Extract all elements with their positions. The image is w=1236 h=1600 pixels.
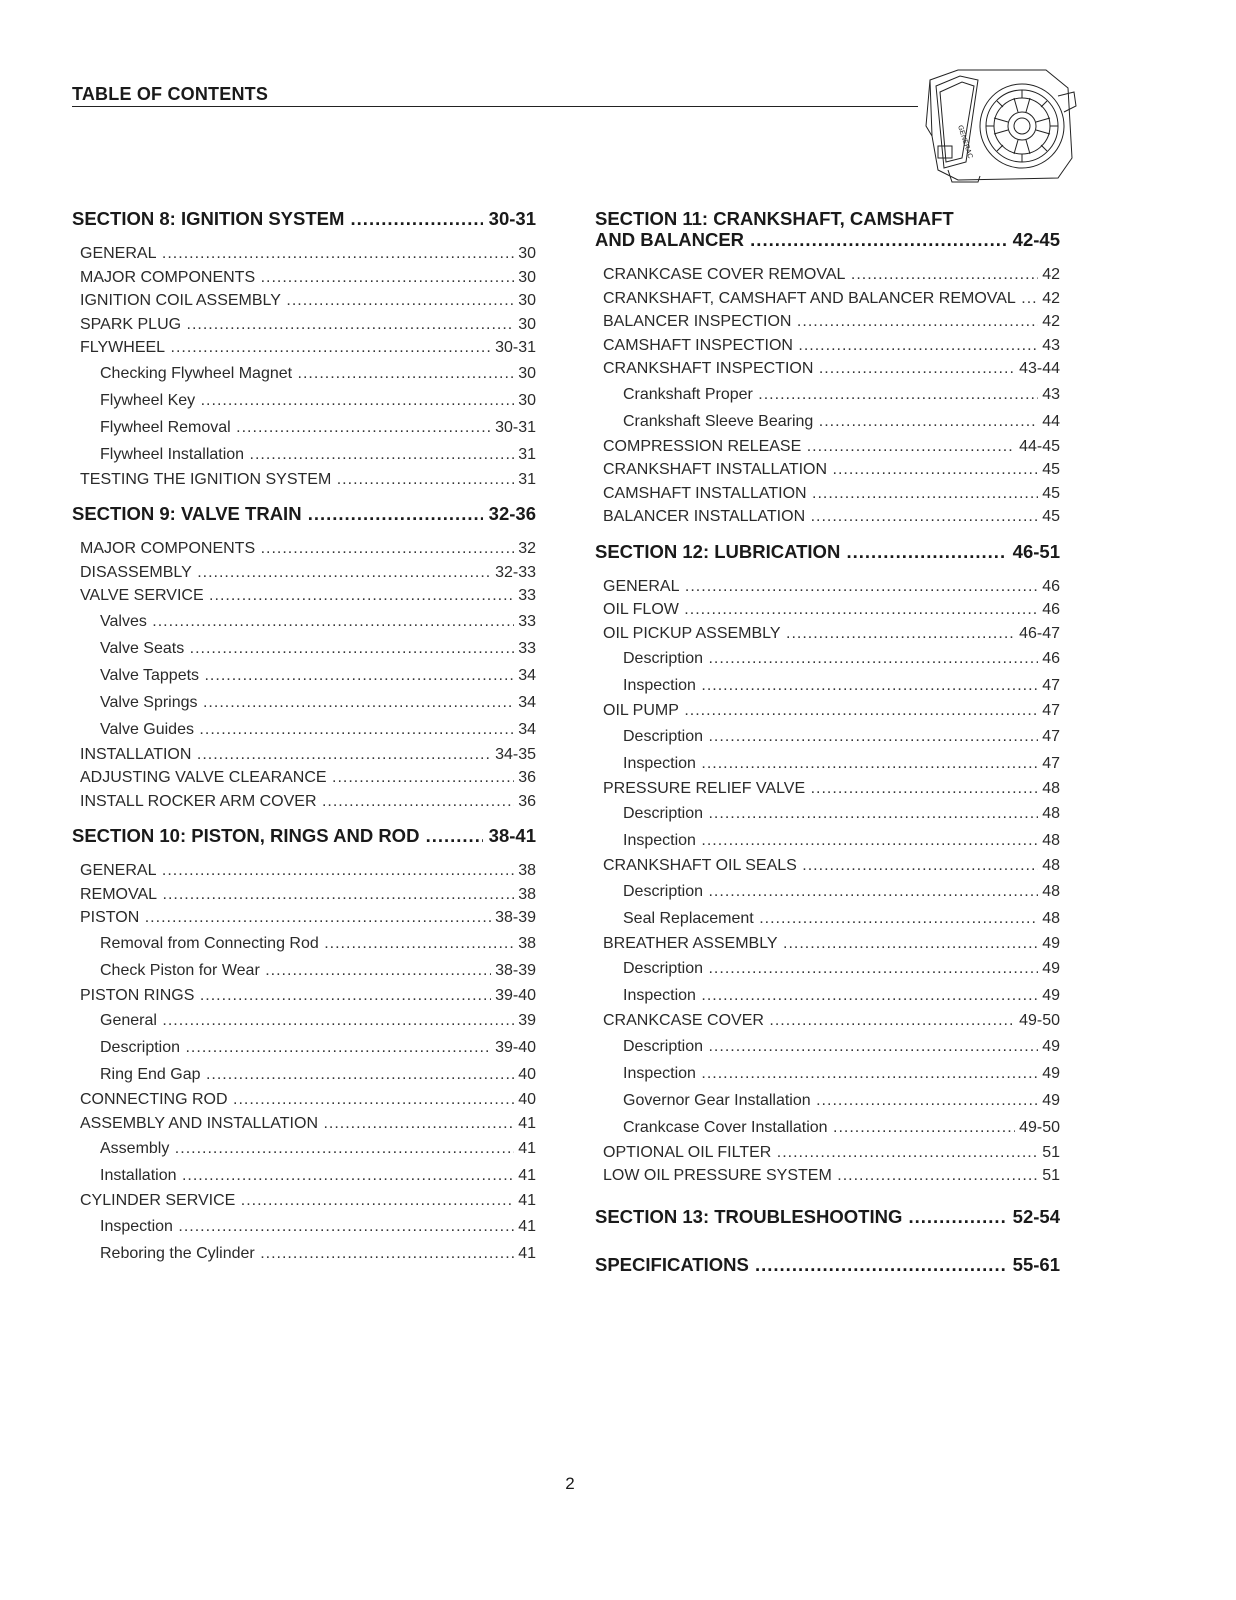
toc-entry[interactable]	[100, 387, 536, 414]
toc-entry[interactable]	[100, 441, 536, 468]
toc-entry[interactable]	[603, 357, 1060, 381]
toc-entry[interactable]	[603, 435, 1060, 459]
toc-entry-label: Description .....	[623, 800, 1038, 827]
toc-entry[interactable]	[80, 743, 536, 767]
toc-entry-label: LOW OIL PRESSURE SYSTEM .....	[603, 1164, 1038, 1188]
header-rule	[72, 106, 918, 107]
toc-entry-label: Inspection .....	[100, 1213, 514, 1240]
toc-entry-label: CAMSHAFT INSTALLATION .....	[603, 482, 1038, 506]
toc-entry[interactable]	[80, 859, 536, 883]
toc-entry-pages: 30	[518, 292, 536, 309]
toc-entry-pages: 30-31	[495, 418, 536, 436]
toc-entry-label: Valve Springs .....	[100, 689, 514, 716]
toc-entry-label: DISASSEMBLY .....	[80, 561, 491, 585]
toc-entry-label: Description .....	[623, 1033, 1038, 1060]
toc-entry-pages: 41	[518, 1167, 536, 1184]
toc-entry-label: GENERAL .....	[603, 575, 1038, 599]
toc-entry[interactable]	[80, 468, 536, 492]
toc-entry-label: REMOVAL .....	[80, 883, 514, 907]
section-title-line1[interactable]: SECTION 11: CRANKSHAFT, CAMSHAFT	[595, 208, 954, 229]
toc-entry[interactable]	[80, 313, 536, 337]
toc-entry[interactable]	[80, 1112, 536, 1136]
toc-entry-pages: 43	[1042, 385, 1060, 403]
toc-entry-label: General .....	[100, 1007, 514, 1034]
toc-entry-label: Flywheel Removal .....	[100, 414, 491, 441]
toc-entry[interactable]	[80, 906, 536, 930]
section-heading[interactable]	[595, 229, 1060, 250]
toc-entry-label: CONNECTING ROD .....	[80, 1088, 514, 1112]
toc-entry-label: CAMSHAFT INSPECTION .....	[603, 334, 1038, 358]
toc-entry[interactable]	[603, 482, 1060, 506]
toc-entry-label: GENERAL .....	[80, 859, 514, 883]
toc-entry[interactable]	[603, 622, 1060, 646]
toc-entry[interactable]	[603, 287, 1060, 311]
toc-entry-label: Check Piston for Wear .....	[100, 957, 491, 984]
toc-entry-label: Valves .....	[100, 608, 514, 635]
section-entries	[595, 263, 1060, 529]
section-heading[interactable]	[595, 1254, 1060, 1275]
toc-entry[interactable]	[623, 1114, 1060, 1141]
toc-header-title: TABLE OF CONTENTS	[72, 84, 269, 104]
section-entries	[72, 537, 536, 813]
section-pages: 46-51	[1012, 540, 1060, 562]
section-pages: 42-45	[1012, 229, 1060, 250]
toc-entry-pages: 49	[1042, 1064, 1060, 1082]
toc-entry[interactable]	[80, 584, 536, 608]
toc-entry[interactable]	[623, 672, 1060, 699]
toc-entry-pages: 42	[1042, 266, 1060, 283]
toc-entry[interactable]	[80, 561, 536, 585]
toc-entry-label: GENERAL .....	[80, 242, 514, 266]
toc-entry-pages: 46	[1042, 601, 1060, 618]
toc-entry[interactable]	[603, 777, 1060, 801]
section-title: SECTION 12: LUBRICATION .....	[595, 541, 1007, 562]
toc-entry-label: OIL PUMP .....	[603, 699, 1038, 723]
toc-entry-pages: 48	[1042, 909, 1060, 927]
toc-entry-pages: 49	[1042, 934, 1060, 952]
toc-entry-label: MAJOR COMPONENTS .....	[80, 266, 514, 290]
toc-entry[interactable]	[100, 1007, 536, 1034]
toc-entry[interactable]	[603, 310, 1060, 334]
toc-entry-pages: 38	[518, 862, 536, 879]
toc-entry[interactable]	[100, 635, 536, 662]
toc-entry[interactable]	[623, 800, 1060, 827]
toc-entry-label: BREATHER ASSEMBLY .....	[603, 932, 1038, 956]
toc-entry[interactable]	[603, 932, 1060, 956]
toc-entry-label: IGNITION COIL ASSEMBLY .....	[80, 289, 514, 313]
toc-entry-pages: 43-44	[1019, 360, 1060, 377]
toc-entry-pages: 47	[1042, 754, 1060, 772]
toc-entry[interactable]	[623, 381, 1060, 408]
toc-entry-pages: 42	[1042, 289, 1060, 307]
toc-entry[interactable]	[623, 955, 1060, 982]
toc-entry-label: CRANKSHAFT INSPECTION .....	[603, 357, 1015, 381]
toc-entry-pages: 41	[518, 1244, 536, 1262]
toc-entry-pages: 44	[1042, 412, 1060, 430]
toc-entry-label: Checking Flywheel Magnet .....	[100, 360, 514, 387]
section-pages: 55-61	[1012, 1253, 1060, 1275]
toc-entry-pages: 30	[518, 364, 536, 382]
toc-entry[interactable]	[80, 266, 536, 290]
toc-entry-pages: 38	[518, 885, 536, 903]
toc-entry[interactable]	[623, 408, 1060, 435]
toc-entry-label: CRANKSHAFT OIL SEALS .....	[603, 854, 1038, 878]
toc-entry[interactable]	[100, 716, 536, 743]
engine-illustration-icon	[918, 66, 1078, 186]
toc-entry-pages: 31	[518, 470, 536, 488]
toc-entry[interactable]	[100, 360, 536, 387]
toc-entry[interactable]	[623, 878, 1060, 905]
toc-entry[interactable]	[603, 505, 1060, 529]
section-heading[interactable]	[595, 541, 1060, 562]
toc-entry[interactable]	[80, 790, 536, 814]
toc-entry[interactable]	[80, 242, 536, 266]
toc-entry-label: Reboring the Cylinder .....	[100, 1240, 514, 1267]
toc-entry[interactable]	[100, 1135, 536, 1162]
section-heading[interactable]	[72, 208, 536, 229]
toc-entry-pages: 45	[1042, 484, 1060, 502]
toc-entry-label: ADJUSTING VALVE CLEARANCE .....	[80, 766, 514, 790]
toc-entry-label: CRANKSHAFT, CAMSHAFT AND BALANCER REMOVAL .....	[603, 287, 1038, 311]
toc-entry-label: ASSEMBLY AND INSTALLATION .....	[80, 1112, 514, 1136]
toc-entry-label: Description .....	[100, 1034, 491, 1061]
toc-entry[interactable]	[100, 957, 536, 984]
toc-entry-pages: 38	[518, 934, 536, 952]
toc-entry-label: Valve Tappets .....	[100, 662, 514, 689]
toc-entry-label: Description .....	[623, 723, 1038, 750]
toc-entry[interactable]	[603, 575, 1060, 599]
toc-entry-pages: 39-40	[495, 1039, 536, 1056]
toc-entry-pages: 34	[518, 693, 536, 711]
toc-entry-pages: 45	[1042, 461, 1060, 478]
toc-entry[interactable]	[100, 1240, 536, 1267]
toc-entry-label: Seal Replacement .....	[623, 905, 1038, 932]
toc-entry[interactable]	[100, 1061, 536, 1088]
toc-entry-pages: 34	[518, 666, 536, 684]
toc-entry-label: Description .....	[623, 645, 1038, 672]
toc-entry-label: Inspection .....	[623, 1060, 1038, 1087]
toc-entry[interactable]	[80, 1088, 536, 1112]
toc-entry[interactable]	[623, 723, 1060, 750]
toc-entry-label: Crankshaft Proper .....	[623, 381, 1038, 408]
toc-entry-label: Description .....	[623, 955, 1038, 982]
toc-entry-label: CRANKCASE COVER REMOVAL .....	[603, 263, 1038, 287]
toc-entry-pages: 30-31	[495, 339, 536, 356]
toc-entry-pages: 34-35	[495, 745, 536, 763]
toc-right-column	[595, 208, 1060, 1275]
toc-entry[interactable]	[623, 750, 1060, 777]
toc-entry-pages: 36	[518, 792, 536, 810]
toc-entry[interactable]	[100, 930, 536, 957]
toc-entry-label: OIL PICKUP ASSEMBLY .....	[603, 622, 1015, 646]
toc-entry-label: PRESSURE RELIEF VALVE .....	[603, 777, 1038, 801]
toc-entry-label: PISTON .....	[80, 906, 491, 930]
toc-entry[interactable]	[100, 1162, 536, 1189]
toc-entry-pages: 41	[518, 1140, 536, 1157]
toc-entry-pages: 31	[518, 445, 536, 463]
toc-entry-pages: 43	[1042, 336, 1060, 354]
section-heading[interactable]	[72, 503, 536, 524]
toc-entry-label: BALANCER INSPECTION .....	[603, 310, 1038, 334]
toc-entry[interactable]	[80, 537, 536, 561]
toc-entry-pages: 39-40	[495, 986, 536, 1004]
section-heading[interactable]	[72, 825, 536, 846]
toc-entry-pages: 47	[1042, 677, 1060, 694]
toc-entry[interactable]	[80, 883, 536, 907]
toc-entry[interactable]	[623, 1060, 1060, 1087]
toc-entry[interactable]	[100, 662, 536, 689]
toc-entry-label: SPARK PLUG .....	[80, 313, 514, 337]
toc-entry-label: Valve Seats .....	[100, 635, 514, 662]
toc-entry-pages: 49	[1042, 960, 1060, 977]
toc-entry[interactable]	[80, 766, 536, 790]
toc-entry[interactable]	[603, 458, 1060, 482]
toc-entry-pages: 48	[1042, 805, 1060, 822]
toc-entry-label: Installation .....	[100, 1162, 514, 1189]
section-title: SECTION 10: PISTON, RINGS AND ROD .....	[72, 825, 483, 846]
toc-entry[interactable]	[100, 689, 536, 716]
toc-entry[interactable]	[80, 289, 536, 313]
toc-entry-label: PISTON RINGS .....	[80, 984, 491, 1008]
toc-entry-pages: 40	[518, 1066, 536, 1083]
toc-entry-label: VALVE SERVICE .....	[80, 584, 514, 608]
toc-entry-pages: 33	[518, 587, 536, 604]
toc-entry-pages: 40	[518, 1091, 536, 1108]
section-heading[interactable]	[595, 1206, 1060, 1227]
toc-entry-pages: 30	[518, 268, 536, 286]
toc-entry-pages: 33	[518, 612, 536, 630]
toc-entry-pages: 34	[518, 720, 536, 738]
toc-entry-label: Flywheel Installation .....	[100, 441, 514, 468]
toc-entry-label: Assembly .....	[100, 1135, 514, 1162]
toc-entry[interactable]	[100, 414, 536, 441]
section-entries	[72, 242, 536, 491]
toc-entry[interactable]	[623, 1033, 1060, 1060]
toc-entry[interactable]	[623, 982, 1060, 1009]
toc-entry-pages: 49-50	[1019, 1118, 1060, 1136]
section-entries	[595, 575, 1060, 1188]
toc-entry-pages: 48	[1042, 857, 1060, 874]
section-title: SPECIFICATIONS .....	[595, 1254, 1007, 1275]
toc-entry-pages: 36	[518, 769, 536, 786]
toc-entry-label: Crankcase Cover Installation .....	[623, 1114, 1015, 1141]
toc-entry-label: CRANKCASE COVER .....	[603, 1009, 1015, 1033]
toc-entry[interactable]	[623, 645, 1060, 672]
toc-entry-pages: 30	[518, 391, 536, 409]
toc-entry-pages: 46-47	[1019, 624, 1060, 642]
toc-entry[interactable]	[603, 263, 1060, 287]
toc-entry-pages: 39	[518, 1012, 536, 1029]
page-number: 2	[565, 1474, 575, 1493]
toc-left-column	[72, 208, 536, 1267]
toc-entry-pages: 32-33	[495, 563, 536, 581]
section-pages: 30-31	[488, 208, 536, 229]
toc-entry-pages: 49	[1042, 1037, 1060, 1055]
toc-entry-pages: 47	[1042, 702, 1060, 719]
toc-entry-label: CRANKSHAFT INSTALLATION .....	[603, 458, 1038, 482]
toc-entry-label: Removal from Connecting Rod .....	[100, 930, 514, 957]
toc-entry[interactable]	[100, 1213, 536, 1240]
toc-entry-pages: 48	[1042, 882, 1060, 900]
toc-entry-label: Inspection .....	[623, 672, 1038, 699]
toc-entry-pages: 49-50	[1019, 1012, 1060, 1029]
toc-entry[interactable]	[623, 1087, 1060, 1114]
toc-entry-label: OPTIONAL OIL FILTER .....	[603, 1141, 1038, 1165]
toc-entry-pages: 46	[1042, 650, 1060, 667]
toc-entry-label: Description .....	[623, 878, 1038, 905]
toc-entry-label: TESTING THE IGNITION SYSTEM .....	[80, 468, 514, 492]
toc-entry-pages: 32	[518, 540, 536, 557]
toc-entry-pages: 46	[1042, 577, 1060, 595]
toc-entry-label: MAJOR COMPONENTS .....	[80, 537, 514, 561]
toc-entry[interactable]	[603, 1164, 1060, 1188]
toc-entry-pages: 41	[518, 1217, 536, 1235]
toc-entry-pages: 49	[1042, 987, 1060, 1004]
section-title: SECTION 8: IGNITION SYSTEM .....	[72, 208, 483, 229]
toc-entry[interactable]	[623, 905, 1060, 932]
toc-entry-pages: 42	[1042, 313, 1060, 330]
toc-entry-label: Valve Guides .....	[100, 716, 514, 743]
toc-entry-label: OIL FLOW .....	[603, 598, 1038, 622]
toc-entry[interactable]	[100, 1034, 536, 1061]
toc-entry-label: INSTALL ROCKER ARM COVER .....	[80, 790, 514, 814]
toc-entry-pages: 33	[518, 639, 536, 657]
section-title: SECTION 9: VALVE TRAIN .....	[72, 503, 483, 524]
toc-entry-pages: 38-39	[495, 961, 536, 979]
section-title: SECTION 13: TROUBLESHOOTING .....	[595, 1206, 1007, 1227]
toc-entry-label: Inspection .....	[623, 982, 1038, 1009]
toc-entry[interactable]	[603, 1141, 1060, 1165]
toc-entry[interactable]	[603, 334, 1060, 358]
toc-entry-pages: 30	[518, 315, 536, 333]
toc-entry-pages: 48	[1042, 779, 1060, 797]
toc-entry-label: Inspection .....	[623, 750, 1038, 777]
toc-entry-pages: 51	[1042, 1167, 1060, 1184]
toc-entry-pages: 47	[1042, 727, 1060, 745]
toc-entry[interactable]	[80, 984, 536, 1008]
toc-entry-label: FLYWHEEL .....	[80, 336, 491, 360]
toc-entry[interactable]	[603, 854, 1060, 878]
toc-entry-pages: 30	[518, 245, 536, 262]
section-pages: 52-54	[1012, 1205, 1060, 1227]
toc-entry-pages: 44-45	[1019, 437, 1060, 455]
engine-brand-label: GENERAC	[956, 124, 974, 160]
toc-entry-label: INSTALLATION .....	[80, 743, 491, 767]
toc-entry[interactable]	[623, 827, 1060, 854]
section-pages: 32-36	[488, 503, 536, 524]
toc-entry-label: Governor Gear Installation .....	[623, 1087, 1038, 1114]
toc-entry-pages: 49	[1042, 1091, 1060, 1109]
section-entries	[72, 859, 536, 1267]
toc-entry[interactable]	[603, 598, 1060, 622]
toc-entry-label: Ring End Gap .....	[100, 1061, 514, 1088]
toc-entry[interactable]	[80, 1189, 536, 1213]
toc-entry[interactable]	[603, 1009, 1060, 1033]
toc-entry-pages: 51	[1042, 1143, 1060, 1161]
toc-entry-label: Crankshaft Sleeve Bearing .....	[623, 408, 1038, 435]
toc-entry-label: CYLINDER SERVICE .....	[80, 1189, 514, 1213]
toc-entry-label: BALANCER INSTALLATION .....	[603, 505, 1038, 529]
toc-entry-label: Inspection .....	[623, 827, 1038, 854]
toc-entry-label: COMPRESSION RELEASE .....	[603, 435, 1015, 459]
toc-entry-pages: 45	[1042, 508, 1060, 525]
section-pages: 38-41	[488, 825, 536, 846]
toc-entry[interactable]	[100, 608, 536, 635]
toc-entry[interactable]	[603, 699, 1060, 723]
toc-entry-pages: 38-39	[495, 909, 536, 926]
section-title: AND BALANCER .....	[595, 229, 1007, 250]
toc-entry-label: Flywheel Key .....	[100, 387, 514, 414]
toc-entry-pages: 41	[518, 1192, 536, 1209]
toc-entry-pages: 48	[1042, 832, 1060, 849]
toc-entry-pages: 41	[518, 1114, 536, 1132]
toc-entry[interactable]	[80, 336, 536, 360]
